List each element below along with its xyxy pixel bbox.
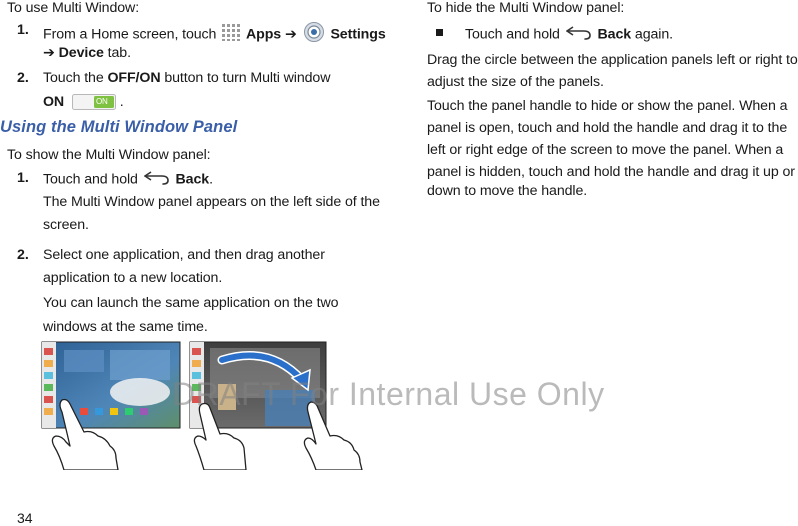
section-heading: Using the Multi Window Panel xyxy=(0,118,238,136)
s2-desc-line1: You can launch the same application on the two xyxy=(43,295,339,311)
step1-line2 xyxy=(43,44,131,62)
p2-line3: left or right edge of the screen to move the panel. When a xyxy=(427,142,784,158)
step1-post: tab. xyxy=(107,45,131,61)
step1-pre: From a Home screen, touch xyxy=(43,26,217,43)
offon-label: OFF/ON xyxy=(107,70,161,86)
device-label: Device xyxy=(58,45,104,61)
settings-label: Settings xyxy=(330,26,386,43)
step2-line1 xyxy=(43,69,330,87)
step-number: 1. xyxy=(17,22,29,38)
p2-line1: Touch the panel handle to hide or show the panel. When a xyxy=(427,98,788,114)
step2-post: button to turn Multi window xyxy=(164,70,331,86)
period: . xyxy=(209,171,213,188)
settings-gear-icon xyxy=(301,21,327,48)
period: . xyxy=(119,94,124,110)
on-label: ON xyxy=(43,94,65,110)
back-label: Back xyxy=(175,171,210,188)
arrow-icon: ➔ xyxy=(43,45,55,61)
apps-label: Apps xyxy=(246,26,282,43)
bullet-line xyxy=(465,24,673,45)
apps-grid-icon xyxy=(220,22,242,47)
p2-line2: panel is open, touch and hold the handle and drag it to the xyxy=(427,120,788,136)
p1-line1: Drag the circle between the application panels left or right to xyxy=(427,52,798,68)
step-number: 2. xyxy=(17,247,29,263)
back-label: Back xyxy=(597,26,632,43)
s1-desc-line1: The Multi Window panel appears on the left side of the xyxy=(43,194,380,210)
back-icon xyxy=(564,24,594,45)
s1-pre: Touch and hold xyxy=(43,171,138,188)
intro-text: To use Multi Window: xyxy=(7,0,140,16)
bullet-square xyxy=(436,29,443,36)
arrow-icon: ➔ xyxy=(284,26,297,43)
intro2-text: To show the Multi Window panel: xyxy=(7,147,211,163)
right-intro: To hide the Multi Window panel: xyxy=(427,0,625,16)
s1-line xyxy=(43,169,213,190)
p1-line2: adjust the size of the panels. xyxy=(427,74,604,90)
step2-line2 xyxy=(43,93,124,111)
step-number: 1. xyxy=(17,170,29,186)
p2-line4: panel is hidden, touch and hold the handle and drag it up or xyxy=(427,164,795,180)
on-toggle-icon xyxy=(72,94,116,110)
bullet-pre: Touch and hold xyxy=(465,26,560,43)
s1-desc-line2: screen. xyxy=(43,217,89,233)
back-icon xyxy=(142,169,172,190)
draft-watermark: DRAFT For Internal Use Only xyxy=(172,376,605,412)
s2-line1: Select one application, and then drag another xyxy=(43,247,325,263)
page-number: 34 xyxy=(17,510,33,526)
step-number: 2. xyxy=(17,70,29,86)
toggle-text: ON xyxy=(95,97,108,107)
s2-desc-line2: windows at the same time. xyxy=(43,319,208,335)
bullet-post: again. xyxy=(634,26,673,43)
p2-line5: down to move the handle. xyxy=(427,183,588,199)
step2-pre: Touch the xyxy=(43,70,104,86)
s2-line2: application to a new location. xyxy=(43,270,223,286)
